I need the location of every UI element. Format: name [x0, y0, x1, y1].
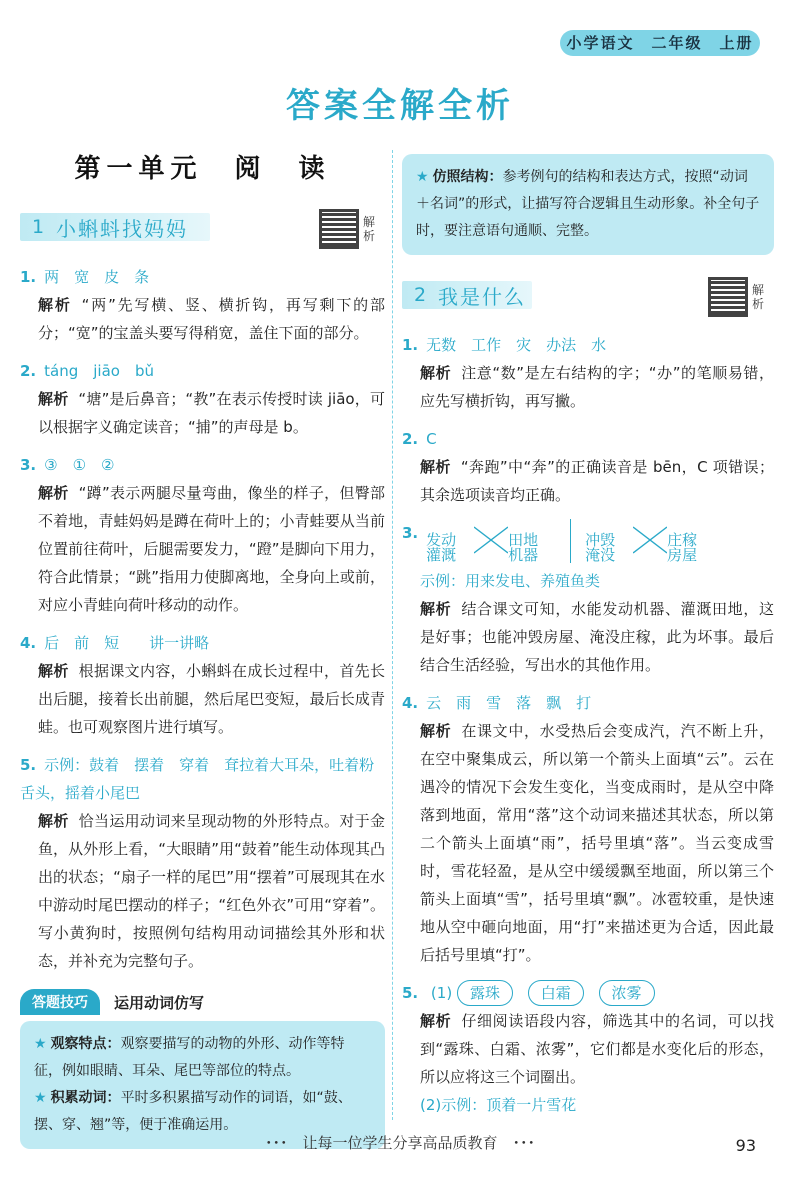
right-column	[402, 140, 774, 1130]
explain-text: “塘”是后鼻音；“教”在表示传授时读 jiāo，可以根据字义确定读音；“捕”的声母是 b。	[38, 390, 385, 436]
tip-keyword: 观察特点：	[50, 1036, 121, 1052]
answer-item	[20, 751, 385, 975]
explain-key: 解析	[420, 364, 452, 382]
circled-word: 白霜	[528, 980, 584, 1006]
answer-item	[402, 331, 774, 415]
explain-text: 恰当运用动词来呈现动物的外形特点。对于金鱼，从外形上看，“大眼睛”用“鼓着”能生动体现其凸出的状态；“扇子一样的尾巴”用“摆着”可展现其在水中游动时尾巴摆动的样子；“红色外衣”可用“穿着”。写小黄狗时，按照例句结构用动词描绘其外形和状态，并补充为完整句子。	[38, 812, 385, 970]
answer-text: 两 宽 皮 条	[44, 268, 150, 286]
tip-pill: 答题技巧	[20, 989, 100, 1015]
explain-key: 解析	[420, 600, 452, 618]
lesson-name: 小蝌蚪找妈妈	[56, 216, 188, 241]
tip-box	[20, 1021, 385, 1149]
grade-tag: 小学语文 二年级 上册	[560, 30, 760, 56]
explain-text: 注意“数”是左右结构的字；“办”的笔顺易错，应先写横折钩，再写撇。	[420, 364, 774, 410]
answer-text: 无数 工作 灾 办法 水	[426, 336, 607, 354]
match-word: 庄稼	[667, 531, 698, 549]
explain-text: 在课文中，水受热后会变成汽，汽不断上升，在空中聚集成云，所以第一个箭头上面填“云”。云在遇冷的情况下会发生变化，当变成雨时，是从空中降落到地面，常用“落”这个动词来描述其状态，所以第二个箭头上面填“雨”，括号里填“落”。当云变成雪时，雪花轻盈，是从空中缓缓飘至地面，所以第三个箭头上面填“雪”，括号里填“飘”。冰雹较重，是快速地从空中砸向地面，用“打”来描述更为合适，因此最后括号里填“打”。	[420, 722, 774, 964]
qr-code[interactable]	[708, 271, 766, 323]
answer-text: 示例：鼓着 摆着 穿着 耷拉着大耳朵，吐着粉舌头，摇着小尾巴	[20, 756, 375, 802]
explain-key: 解析	[38, 484, 69, 502]
item-number: 2.	[402, 430, 419, 448]
match-word: 发动	[426, 531, 457, 549]
answer-item	[20, 263, 385, 347]
item-number: 4.	[402, 694, 419, 712]
match-word: 机器	[508, 546, 539, 564]
explain-key: 解析	[38, 296, 72, 314]
page-title: 答案全解全析	[286, 86, 514, 126]
answer-text: táng jiāo bǔ	[44, 362, 154, 380]
qr-label: 解析	[752, 283, 765, 311]
item-number: 2.	[20, 362, 37, 380]
explain-text: “奔跑”中“奔”的正确读音是 bēn，C 项错误；其余选项读音均正确。	[420, 458, 774, 504]
match-word: 田地	[508, 531, 539, 549]
answer-item	[402, 519, 774, 679]
match-separator	[570, 519, 571, 563]
lesson-name: 我是什么	[438, 284, 526, 309]
circled-word: 浓雾	[599, 980, 655, 1006]
star-icon: ★	[416, 169, 429, 185]
answer-item	[20, 629, 385, 741]
tip-text: 观察要描写的动物的外形、动作等特征，例如眼睛、耳朵、尾巴等部位的特点。	[34, 1036, 345, 1079]
answer-text: 后 前 短 讲一讲略	[44, 634, 210, 652]
qr-code-icon	[708, 277, 748, 317]
explain-key: 解析	[38, 662, 69, 680]
explain-key: 解析	[420, 458, 451, 476]
item-number: 4.	[20, 634, 37, 652]
circled-word: 露珠	[457, 980, 513, 1006]
tip-header	[20, 989, 385, 1015]
lesson-heading-2	[402, 277, 774, 313]
explain-key: 解析	[420, 1012, 452, 1030]
continued-tip-box	[402, 154, 774, 255]
lesson-number: 2	[413, 284, 427, 306]
tip-point	[34, 1085, 371, 1139]
tip-text: 平时多积累描写动作的词语，如“鼓、摆、穿、翘”等，便于准确运用。	[34, 1090, 352, 1133]
item-number: 5.	[402, 984, 419, 1002]
page-number: 93	[735, 1136, 756, 1155]
tip-subtitle: 运用动词仿写	[114, 993, 205, 1012]
item-number: 1.	[402, 336, 419, 354]
match-word: 冲毁	[585, 531, 616, 549]
item-number: 3.	[20, 456, 37, 474]
match-word: 灌溉	[426, 546, 457, 564]
explain-text: “两”先写横、竖、横折钩，再写剩下的部分；“宽”的宝盖头要写得稍宽，盖住下面的部分。	[38, 296, 385, 342]
explain-text: “蹲”表示两腿尽量弯曲，像坐的样子，但臀部不着地，青蛙妈妈是蹲在荷叶上的；小青蛙要从当前位置前往荷叶，后腿需要发力，“蹬”是脚向下用力，符合此情景；“跳”指用力使脚离地，全身向上或前，对应小青蛙向荷叶移动的动作。	[38, 484, 385, 614]
explain-text: 根据课文内容，小蝌蚪在成长过程中，首先长出后腿，接着长出前腿，然后尾巴变短，最后长成青蛙。也可观察图片进行填写。	[38, 662, 385, 736]
answer-text: 云 雨 雪 落 飘 打	[426, 694, 592, 712]
sub-question: (1)	[430, 984, 453, 1002]
explain-text: 仔细阅读语段内容，筛选其中的名词，可以找到“露珠、白霜、浓雾”，它们都是水变化后的形态，所以应将这三个词圈出。	[420, 1012, 774, 1086]
answer-item	[402, 689, 774, 969]
match-word: 房屋	[667, 546, 698, 564]
answer-text: 示例：用来发电、养殖鱼类	[420, 572, 601, 590]
answer-item	[20, 451, 385, 619]
unit-title: 第一单元 阅 读	[74, 154, 331, 184]
qr-code[interactable]	[319, 203, 377, 255]
answer-text: C	[426, 430, 437, 448]
answer-item	[20, 357, 385, 441]
star-icon: ★	[34, 1036, 47, 1052]
footer-slogan: ･･･ 让每一位学生分享高品质教育 ･･･	[264, 1134, 535, 1152]
lesson-heading-1	[20, 209, 385, 245]
explain-key: 解析	[420, 722, 452, 740]
explain-key: 解析	[38, 812, 69, 830]
column-divider	[392, 150, 393, 1120]
answer-text: ③ ① ②	[44, 456, 115, 474]
item-number: 5.	[20, 756, 37, 774]
match-group-left	[426, 519, 556, 567]
match-group-right	[585, 519, 715, 567]
tip-keyword: 积累动词：	[50, 1090, 121, 1106]
cross-lines-icon	[633, 519, 667, 561]
left-column	[20, 140, 385, 1133]
tip-point	[34, 1031, 371, 1085]
tip-keyword: 仿照结构：	[432, 169, 503, 185]
tip-text: 参考例句的结构和表达方式，按照“动词＋名词”的形式，让描写符合逻辑且生动形象。补全句子时，要注意语句通顺、完整。	[416, 169, 760, 239]
qr-label: 解析	[363, 215, 376, 243]
sub-answer: (2)示例：顶着一片雪花	[420, 1096, 577, 1114]
explain-text: 结合课文可知，水能发动机器、灌溉田地，这是好事；也能冲毁房屋、淹没庄稼，此为坏事。最后结合生活经验，写出水的其他作用。	[420, 600, 774, 674]
explain-key: 解析	[38, 390, 69, 408]
match-word: 淹没	[585, 546, 616, 564]
star-icon: ★	[34, 1090, 47, 1106]
answer-item	[402, 425, 774, 509]
lesson-number: 1	[31, 216, 45, 238]
qr-code-icon	[319, 209, 359, 249]
item-number: 1.	[20, 268, 37, 286]
item-number: 3.	[402, 524, 419, 542]
answer-item	[402, 979, 774, 1119]
cross-lines-icon	[474, 519, 508, 561]
